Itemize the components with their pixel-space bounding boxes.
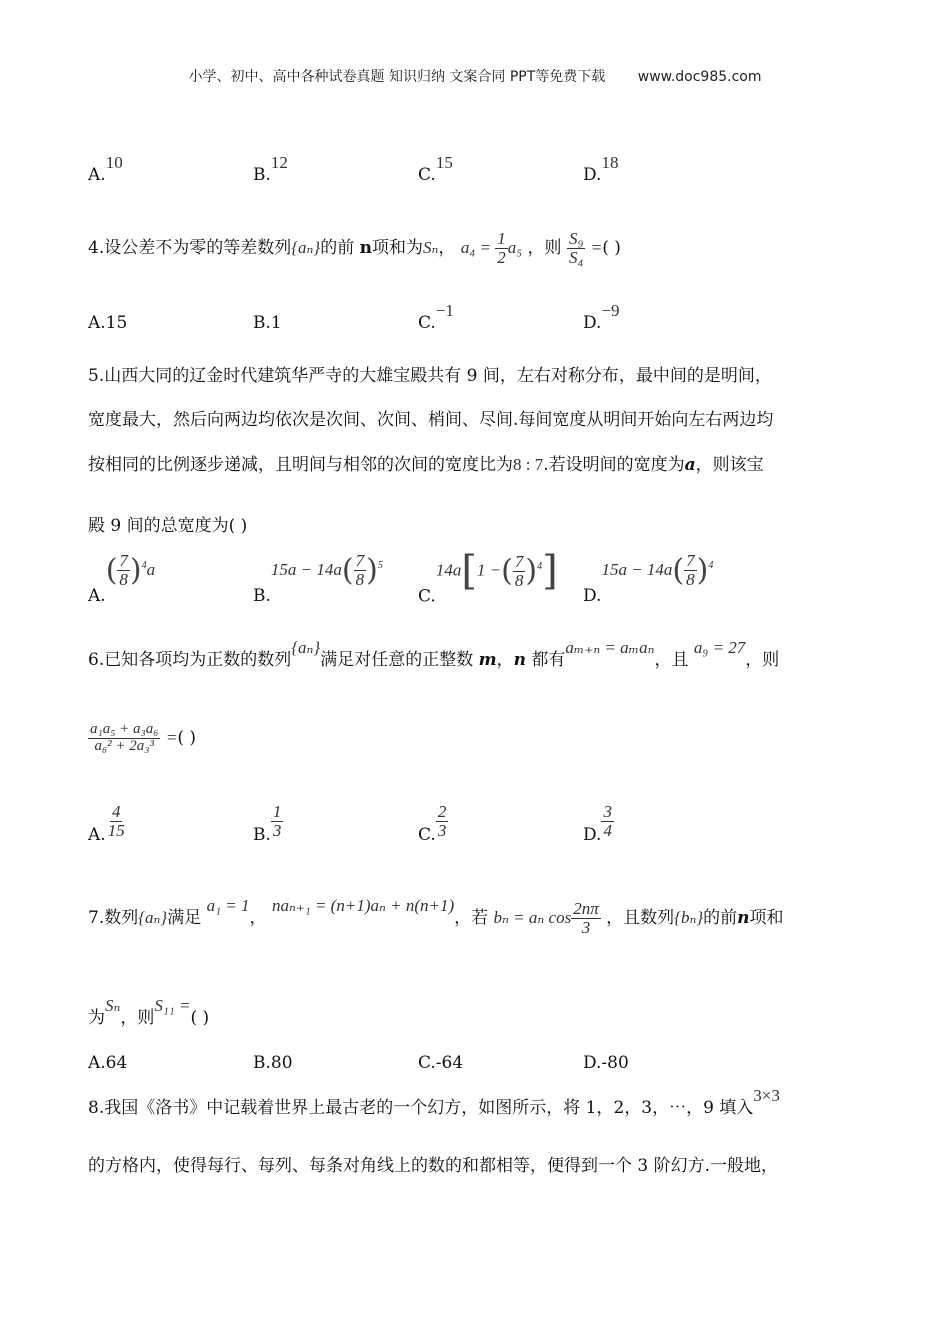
q3-option-a: A.10 [88,153,123,185]
q3-option-b: B.12 [253,153,288,185]
q7-option-b: B.80 [253,1053,293,1073]
q7-stem-line-1: 7.数列{aₙ}满足 a₁ = 1， naₙ₊₁ = (n+1)aₙ + n(n+1)，若 bₙ = aₙ cos $\frac{2n\pi}{3}$ ，且数列{bₙ}的前n项和 [88,895,784,937]
q4-option-c: C.−1 [418,301,454,333]
q3-option-c: C.15 [418,153,453,185]
q4-option-d: D.−9 [583,301,620,333]
q7-stem-line-2: 为Sₙ，则S₁₁ =( ) [88,996,210,1028]
q5-option-d: D.15a − 14a( $\frac{7}{8}$ )$^4$ [583,551,714,606]
q5-option-c: C.14a[1 −( $\frac{7}{8}$ )$^4$] [418,548,558,607]
q6-option-c: C. $\frac{2}{3}$ [418,802,447,845]
q6-option-b: B. $\frac{1}{3}$ [253,802,282,845]
q5-line-2: 宽度最大，然后向两边均依次是次间、次间、梢间、尽间.每间宽度从明间开始向左右两边均 [88,410,774,430]
q4-stem: 4.设公差不为零的等差数列{aₙ}的前 n项和为Sₙ， a₄ = $\frac{1}{2}$ a₅ ，则 $\frac{\text{S₉}}{\text{S₄}}$ =( ) [88,229,621,267]
q7-option-d: D.-80 [583,1053,629,1073]
q7-option-a: A.64 [88,1053,128,1073]
q8-line-1: 8.我国《洛书》中记载着世界上最古老的一个幻方，如图所示，将 1，2，3，⋯，9 填入3×3 [88,1086,780,1118]
header-url[interactable]: www.doc985.com [637,69,762,85]
q5-line-1: 5.山西大同的辽金时代建筑华严寺的大雄宝殿共有 9 间，左右对称分布，最中间的是明间， [88,366,772,386]
q6-option-a: A. $\frac{4}{15}$ [88,802,125,845]
q4-option-a: A.15 [88,313,128,333]
q3-option-d: D.18 [583,153,619,185]
q5-option-b: B.15a − 14a( $\frac{7}{8}$ )$^5$ [253,551,383,606]
q5-line-4: 殿 9 间的总宽度为( ) [88,516,248,536]
q6-expression: $\frac{\text{a₁a₅ + a₃a₆}}{\text{a₆² + 2a₃³}}$ =( ) [90,721,197,754]
page-header [0,66,950,86]
header-text: 小学、初中、高中各种试卷真题 知识归纳 文案合同 PPT等免费下载 [188,69,606,85]
q8-line-2: 的方格内，使得每行、每列、每条对角线上的数的和都相等，便得到一个 3 阶幻方.一般地， [88,1156,779,1176]
q7-option-c: C.-64 [418,1053,464,1073]
q6-stem: 6.已知各项均为正数的数列{aₙ}满足对任意的正整数 m，n 都有aₘ₊ₙ = aₘaₙ，且 a₉ = 27，则 [88,638,780,670]
q5-line-3: 按相同的比例逐步递减，且明间与相邻的次间的宽度比为8 : 7.若设明间的宽度为a，则该宝 [88,455,764,475]
q5-option-a: A.( $\frac{7}{8}$ )$^4$a [88,551,156,606]
q6-option-d: D. $\frac{3}{4}$ [583,802,612,845]
q4-option-b: B.1 [253,313,282,333]
